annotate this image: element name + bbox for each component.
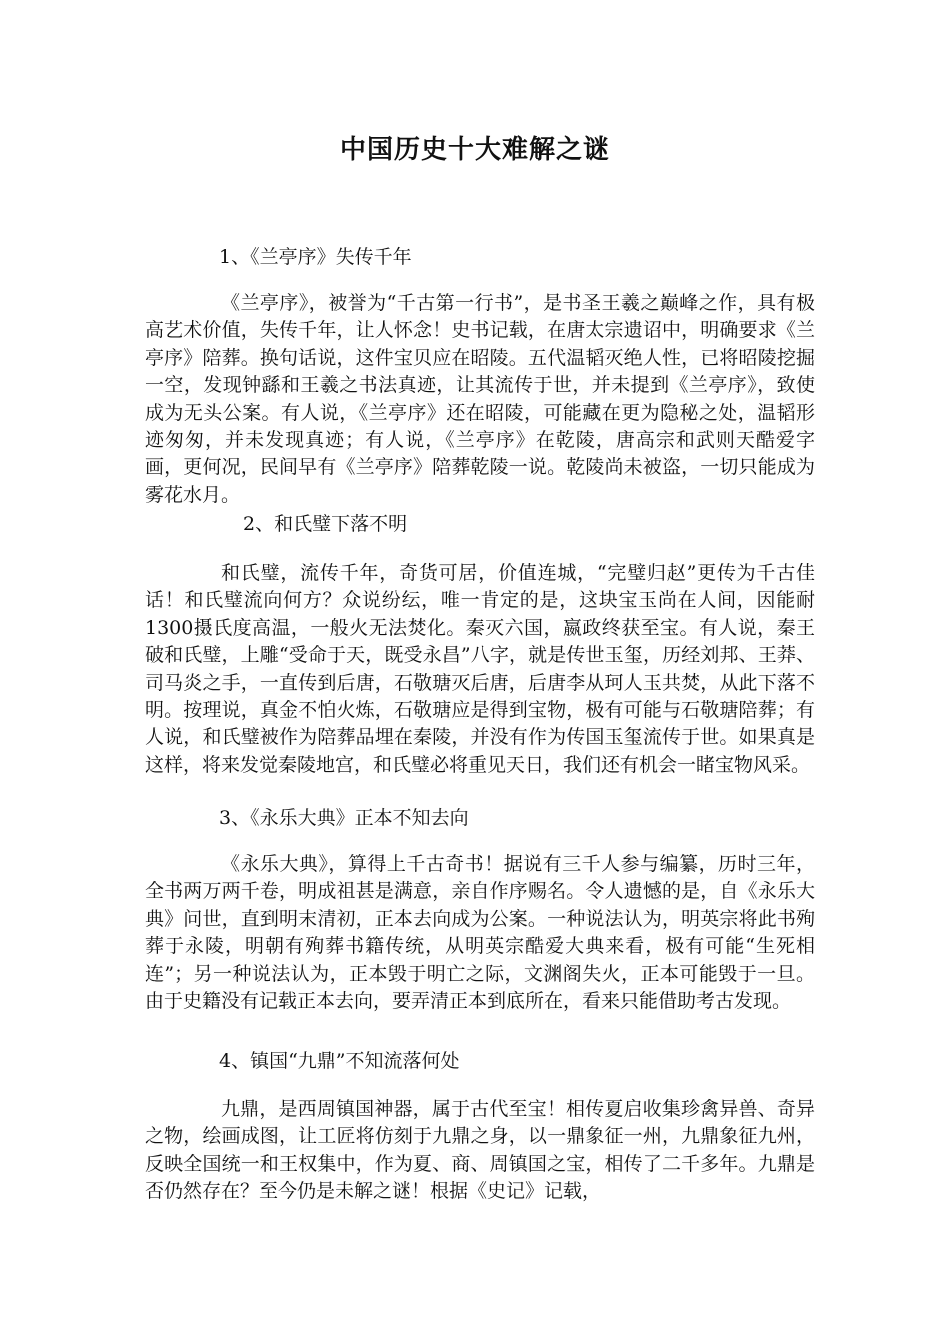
section-body: 《兰亭序》，被誉为“千古第一行书”，是书圣王羲之巅峰之作，具有极高艺术价值，失传千年，让人怀念！史书记载，在唐太宗遗诏中，明确要求《兰亭序》陪葬。换句话说，这件宝贝应在昭陵。五代温韬灭绝人性，已将昭陵挖掘一空，发现钟繇和王羲之书法真迹，让其流传于世，并未提到《兰亭序》，致使成为无头公案。有人说，《兰亭序》还在昭陵，可能藏在更为隐秘之处，温韬形迹匆匆，并未发现真迹；有人说，《兰亭序》在乾陵，唐高宗和武则天酷爱字画，更何况，民间早有《兰亭序》陪葬乾陵一说。乾陵尚未被盗，一切只能成为雾花水月。 xyxy=(145,292,815,506)
section-heading: 1、《兰亭序》失传千年 xyxy=(219,246,412,268)
page-title: 中国历史十大难解之谜 xyxy=(339,135,610,165)
section-heading: 4、镇国“九鼎”不知流落何处 xyxy=(219,1050,460,1072)
section-body: 和氏璧，流传千年，奇货可居，价值连城，“完璧归赵”更传为千古佳话！和氏璧流向何方？众说纷纭，唯一肯定的是，这块宝玉尚在人间，因能耐1300摄氏度高温，一般火无法焚化。秦灭六国，嬴政终获至宝。有人说，秦王破和氏璧，上雕“受命于天，既受永昌”八字，就是传世玉玺，历经刘邦、王莽、司马炎之手，一直传到后唐，石敬瑭灭后唐，后唐李从珂人玉共焚，从此下落不明。按理说，真金不怕火炼，石敬瑭应是得到宝物，极有可能与石敬瑭陪葬；有人说，和氏璧被作为陪葬品埋在秦陵，并没有作为传国玉玺流传于世。如果真是这样，将来发觉秦陵地宫，和氏璧必将重见天日，我们还有机会一睹宝物风采。 xyxy=(145,562,815,776)
section-heading: 3、《永乐大典》正本不知去向 xyxy=(219,807,469,829)
section-body: 九鼎，是西周镇国神器，属于古代至宝！相传夏启收集珍禽异兽、奇异之物，绘画成图，让工匠将仿刻于九鼎之身，以一鼎象征一州，九鼎象征九州，反映全国统一和王权集中，作为夏、商、周镇国之宝，相传了二千多年。九鼎是否仍然存在？至今仍是未解之谜！根据《史记》记载， xyxy=(145,1098,815,1203)
section-heading: 2、和氏璧下落不明 xyxy=(243,513,408,535)
section-body: 《永乐大典》，算得上千古奇书！据说有三千人参与编纂，历时三年，全书两万两千卷，明成祖甚是满意，亲自作序赐名。令人遗憾的是，自《永乐大典》问世，直到明末清初，正本去向成为公案。一种说法认为，明英宗将此书殉葬于永陵，明朝有殉葬书籍传统，从明英宗酷爱大典来看，极有可能“生死相连”；另一种说法认为，正本毁于明亡之际，文渊阁失火，正本可能毁于一旦。由于史籍没有记载正本去向，要弄清正本到底所在，看来只能借助考古发现。 xyxy=(145,853,815,1013)
